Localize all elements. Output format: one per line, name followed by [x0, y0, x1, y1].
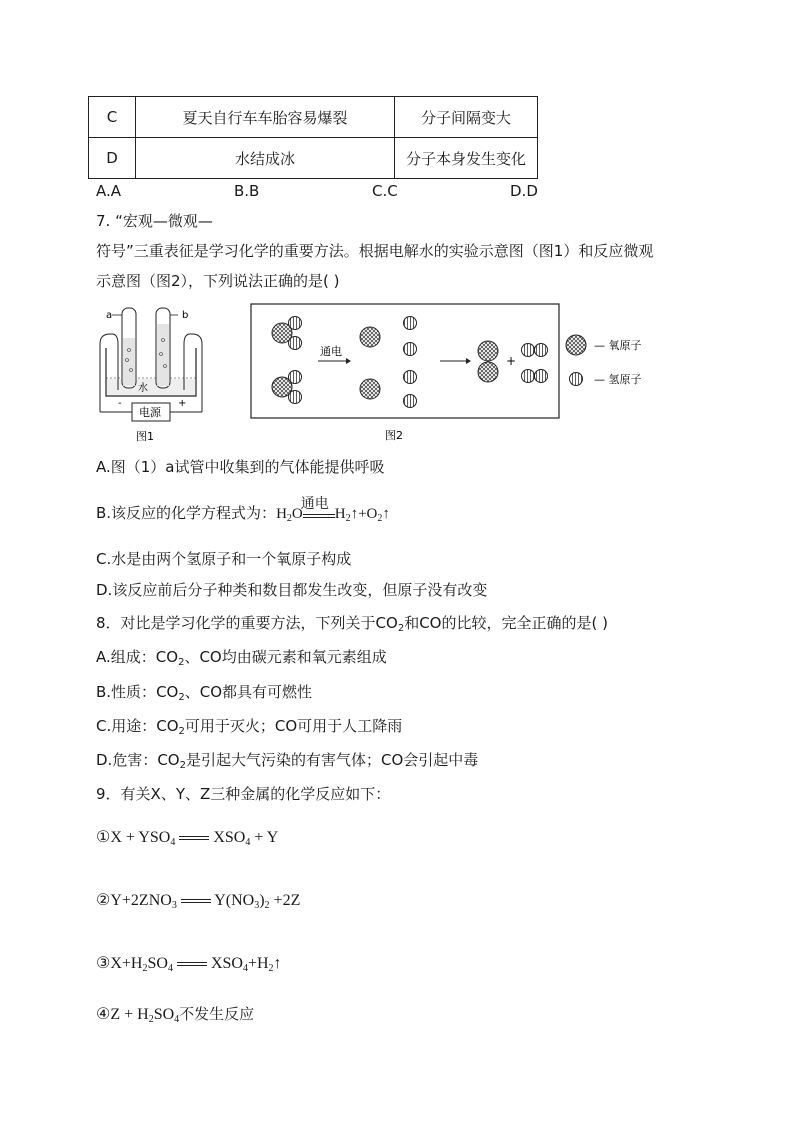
co2-formula: $CO_2$: [156, 717, 185, 737]
minus-label: -: [118, 398, 122, 409]
row-phenomenon: 夏天自行车车胎容易爆裂: [136, 97, 395, 138]
q7-option-b-prefix: B.该反应的化学方程式为：: [96, 504, 277, 522]
reaction-4: ④Z + $H_2SO_4$不发生反应: [96, 1005, 255, 1025]
figure-2-caption: 图2: [385, 429, 403, 442]
q7-option-b[interactable]: [96, 496, 390, 524]
plus-sign: +: [506, 354, 517, 368]
q8-option-d-text: 是引起大气污染的有害气体；CO会引起中毒: [185, 751, 479, 769]
q7-option-c[interactable]: C.水是由两个氢原子和一个氧原子构成: [96, 550, 352, 568]
row-explanation: 分子本身发生变化: [395, 138, 538, 179]
q8-option-a-label: A.组成：: [96, 648, 156, 666]
q8-option-c[interactable]: [96, 715, 402, 737]
label-b: b: [182, 310, 189, 321]
q6-option-c[interactable]: C.C: [372, 182, 398, 200]
q8-stem: [96, 612, 608, 634]
q8-stem-part1: 8．对比是学习化学的重要方法，下列关于: [96, 614, 376, 632]
q7-stem-line1: 7. “宏观—微观—: [96, 212, 213, 230]
power-label: 电源: [139, 406, 161, 419]
q8-option-d[interactable]: [96, 749, 478, 771]
co2-formula: $CO_2$: [156, 683, 185, 703]
reaction-2: $②Y+2ZNO_3$ $Y(NO_3)_2 +2Z$: [96, 892, 301, 911]
reaction-4-tail: 不发生反应: [179, 1005, 255, 1023]
row-label: C: [89, 97, 136, 138]
co2-formula: $CO_2$: [375, 614, 405, 634]
plus-label: +: [178, 398, 187, 409]
q8-option-a-text: 、CO均由碳元素和氧元素组成: [184, 648, 387, 666]
q8-option-b-text: 、CO都具有可燃性: [184, 683, 312, 701]
q8-option-d-label: D.危害：: [96, 751, 158, 769]
label-a: a: [106, 310, 113, 321]
equation-b: $H_2O$ 通电 $H_2↑+O_2↑$: [276, 506, 390, 522]
q6-option-a[interactable]: A.A: [96, 182, 122, 200]
q7-stem-line2: 符号”三重表征是学习化学的重要方法。根据电解水的实验示意图（图1）和反应微观: [96, 242, 654, 260]
row-phenomenon: 水结成冰: [136, 138, 395, 179]
row-label: D: [89, 138, 136, 179]
arrow-label: 通电: [320, 345, 342, 358]
figure-1-electrolysis: [92, 300, 216, 450]
reaction-1: ①X + $YSO_4$ $XSO_4 + Y$: [96, 829, 279, 848]
q7-option-d[interactable]: D.该反应前后分子种类和数目都发生改变，但原子没有改变: [96, 581, 488, 599]
figure-1-caption: 图1: [136, 430, 154, 443]
q6-option-b[interactable]: B.B: [234, 182, 260, 200]
q7-option-a[interactable]: A.图（1）a试管中收集到的气体能提供呼吸: [96, 458, 385, 476]
table-row: [89, 97, 538, 138]
q8-option-b-label: B.性质：: [96, 683, 157, 701]
legend-oxygen: — 氧原子: [594, 339, 642, 352]
q6-option-d[interactable]: D.D: [510, 182, 538, 200]
reaction-3: $③X+H_2SO_4$ $XSO_4+H_2↑$: [96, 955, 282, 974]
co2-formula: $CO_2$: [155, 648, 185, 668]
row-explanation: 分子间隔变大: [395, 97, 538, 138]
water-label: 水: [138, 383, 148, 394]
q8-stem-part2: 和CO的比较，完全正确的是( ): [404, 614, 608, 632]
figure-2-reaction: [250, 303, 660, 447]
q8-option-c-label: C.用途：: [96, 717, 157, 735]
q8-option-b[interactable]: [96, 681, 312, 703]
options-table: [88, 96, 538, 179]
legend-hydrogen: — 氢原子: [594, 373, 642, 386]
co2-formula: $CO_2$: [157, 751, 186, 771]
q7-stem-line3: 示意图（图2），下列说法正确的是( ): [96, 272, 340, 290]
q8-option-c-text: 可用于灭火；CO可用于人工降雨: [184, 717, 403, 735]
q9-stem: 9．有关X、Y、Z三种金属的化学反应如下：: [96, 785, 391, 803]
table-row: [89, 138, 538, 179]
q8-option-a[interactable]: [96, 646, 387, 668]
reaction-condition: 通电: [300, 496, 329, 512]
